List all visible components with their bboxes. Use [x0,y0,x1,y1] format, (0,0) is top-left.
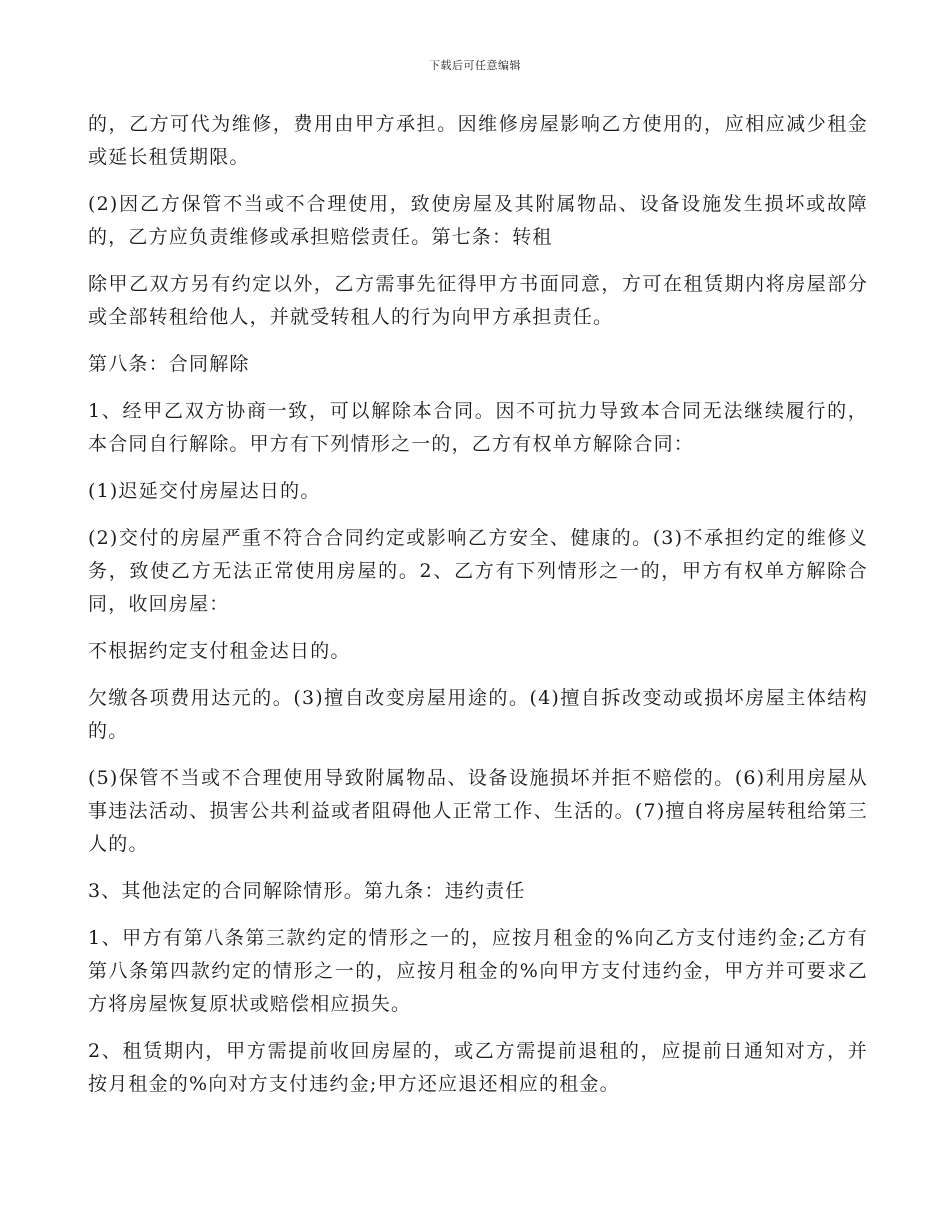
paragraph-item-delay: (1)迟延交付房屋达日的。 [88,480,321,502]
document-body [88,108,868,1115]
paragraph-repair-continued: 的，乙方可代为维修，费用由甲方承担。因维修房屋影响乙方使用的，应相应减少租金或延长租赁期限。 [88,113,868,168]
paragraph-termination-1: 1、经甲乙双方协商一致，可以解除本合同。因不可抗力导致本合同无法继续履行的，本合同自行解除。甲方有下列情形之一的，乙方有权单方解除合同： [88,400,868,455]
paragraph-liability-1: 1、甲方有第八条第三款约定的情形之一的，应按月租金的%向乙方支付违约金;乙方有第八条第四款约定的情形之一的，应按月租金的%向甲方支付违约金，甲方并可要求乙方将房屋恢复原状或赔偿相应损失。 [88,927,868,1015]
paragraph-sublease: 除甲乙双方另有约定以外，乙方需事先征得甲方书面同意，方可在租赁期内将房屋部分或全部转租给他人，并就受转租人的行为向甲方承担责任。 [88,273,868,328]
paragraph-item-safety: (2)交付的房屋严重不符合合同约定或影响乙方安全、健康的。(3)不承担约定的维修义务，致使乙方无法正常使用房屋的。2、乙方有下列情形之一的，甲方有权单方解除合同，收回房屋： [88,527,868,615]
paragraph-item-rent: 不根据约定支付租金达日的。 [88,640,351,662]
paragraph-item-fees: 欠缴各项费用达元的。(3)擅自改变房屋用途的。(4)擅自拆改变动或损坏房屋主体结构的。 [88,687,868,742]
paragraph-damage-liability: (2)因乙方保管不当或不合理使用，致使房屋及其附属物品、设备设施发生损坏或故障的，乙方应负责维修或承担赔偿责任。第七条：转租 [88,193,868,248]
section-heading-termination: 第八条：合同解除 [88,353,250,375]
paragraph-other-termination: 3、其他法定的合同解除情形。第九条：违约责任 [88,880,526,902]
paragraph-liability-2: 2、租赁期内，甲方需提前收回房屋的，或乙方需提前退租的，应提前日通知对方，并按月租金的%向对方支付违约金;甲方还应退还相应的租金。 [88,1040,868,1095]
paragraph-item-misuse: (5)保管不当或不合理使用导致附属物品、设备设施损坏并拒不赔偿的。(6)利用房屋从事违法活动、损害公共利益或者阻碍他人正常工作、生活的。(7)擅自将房屋转租给第三人的。 [88,767,868,855]
page-header: 下载后可任意编辑 [429,59,521,72]
